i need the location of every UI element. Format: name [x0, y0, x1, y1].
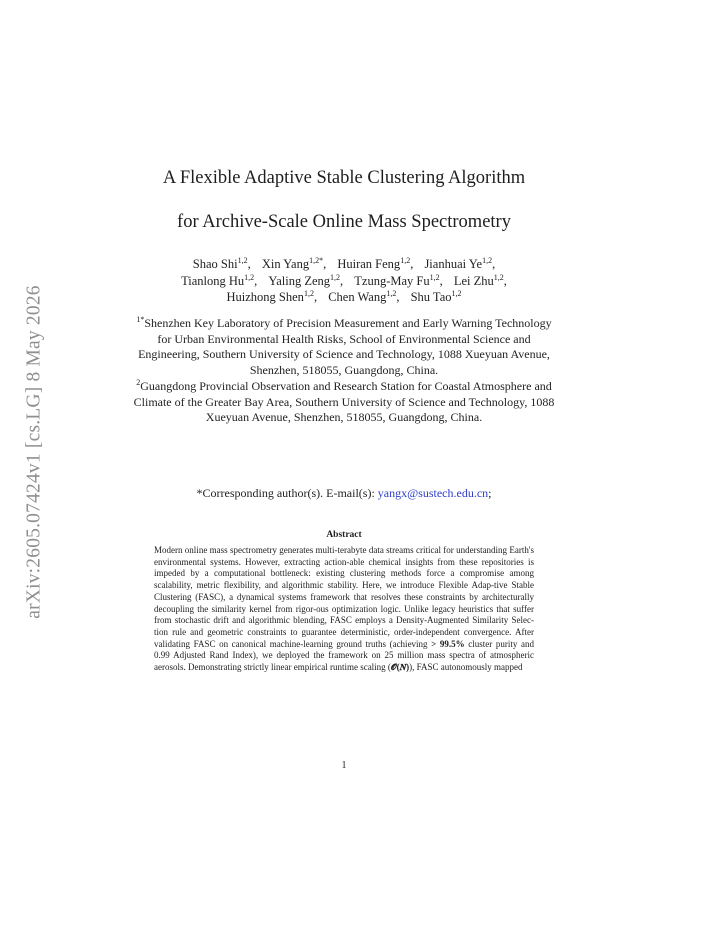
- author: Jianhuai Ye$^{1,2}$,: [424, 255, 496, 271]
- affiliation-2: $^2$Guangdong Provincial Observation and Research Station for Coastal Atmosphere and Climate of the Greater Bay Area, Southern University of Science and Technology, 1088 Xueyuan Avenue, Shenzhen, 518055, Guangdong, China.: [133, 377, 555, 425]
- affiliations: [132, 316, 556, 426]
- paper-title-line-2: for Archive-Scale Online Mass Spectrometry: [177, 212, 511, 232]
- author-list: [132, 256, 556, 306]
- author: Lei Zhu$^{1,2}$,: [453, 272, 507, 288]
- page-number: 1: [341, 760, 347, 771]
- arxiv-stamp: [20, 262, 50, 642]
- author: Shu Tao$^{1,2}$: [410, 288, 462, 304]
- abstract-text: Modern online mass spectrometry generates multi-terabyte data streams critical for understanding Earth's environmental systems. However, extracting action-able chemical insights from these repositories is impeded by a computational bottleneck: existing clustering methods force a compromise among scalability, metric flexibility, and algorithmic stability. Here, we introduce Flexible Adap-tive Stable Clustering (FASC), a dynamical systems framework that resolves these constraints by architecturally decoupling the similarity kernel from rigor-ous optimization logic. Unlike legacy heuristics that suffer from stochastic drift and algorithmic blending, FASC employs a Density-Augmented Similarity Selec-tion rule and geometric constraints to guarantee deterministic, order-independent convergence. After validating FASC on canonical machine-learning ground truths (achieving > 99.5% cluster purity and 0.99 Adjusted Rand Index), we deployed the framework on 25 million mass spectra of atmospheric aerosols. Demonstrating strictly linear empirical runtime scaling (𝓞(𝑵)), FASC autonomously mapped: [154, 545, 534, 673]
- author: Xin Yang$^{1,2*}$,: [261, 255, 327, 271]
- corresponding-author: *Corresponding author(s). E-mail(s): yangx@sustech.edu.cn;: [196, 486, 492, 500]
- author: Huiran Feng$^{1,2}$,: [337, 255, 414, 271]
- arxiv-stamp-text: arXiv:2605.07424v1 [cs.LG] 8 May 2026: [24, 285, 45, 619]
- author: Yaling Zeng$^{1,2}$,: [268, 272, 344, 288]
- paper-title-line-1: A Flexible Adaptive Stable Clustering Algorithm: [162, 168, 526, 188]
- email-link[interactable]: yangx@sustech.edu.cn: [377, 486, 489, 500]
- author: Tzung-May Fu$^{1,2}$,: [354, 272, 443, 288]
- author: Huizhong Shen$^{1,2}$,: [226, 288, 318, 304]
- abstract-heading: Abstract: [326, 530, 362, 540]
- author: Chen Wang$^{1,2}$,: [328, 288, 400, 304]
- author: Tianlong Hu$^{1,2}$,: [181, 272, 258, 288]
- affiliation-1: $^{1*}$Shenzhen Key Laboratory of Precision Measurement and Early Warning Technology for Urban Environmental Health Risks, School of Environmental Science and Engineering, Southern University of Science and Technology, 1088 Xueyuan Avenue, Shenzhen, 518055, Guangdong, China.: [136, 315, 552, 378]
- author: Shao Shi$^{1,2}$,: [192, 255, 251, 271]
- complexity-notation: 𝓞(𝑵): [390, 662, 410, 673]
- purity-value: > 99.5%: [431, 638, 465, 649]
